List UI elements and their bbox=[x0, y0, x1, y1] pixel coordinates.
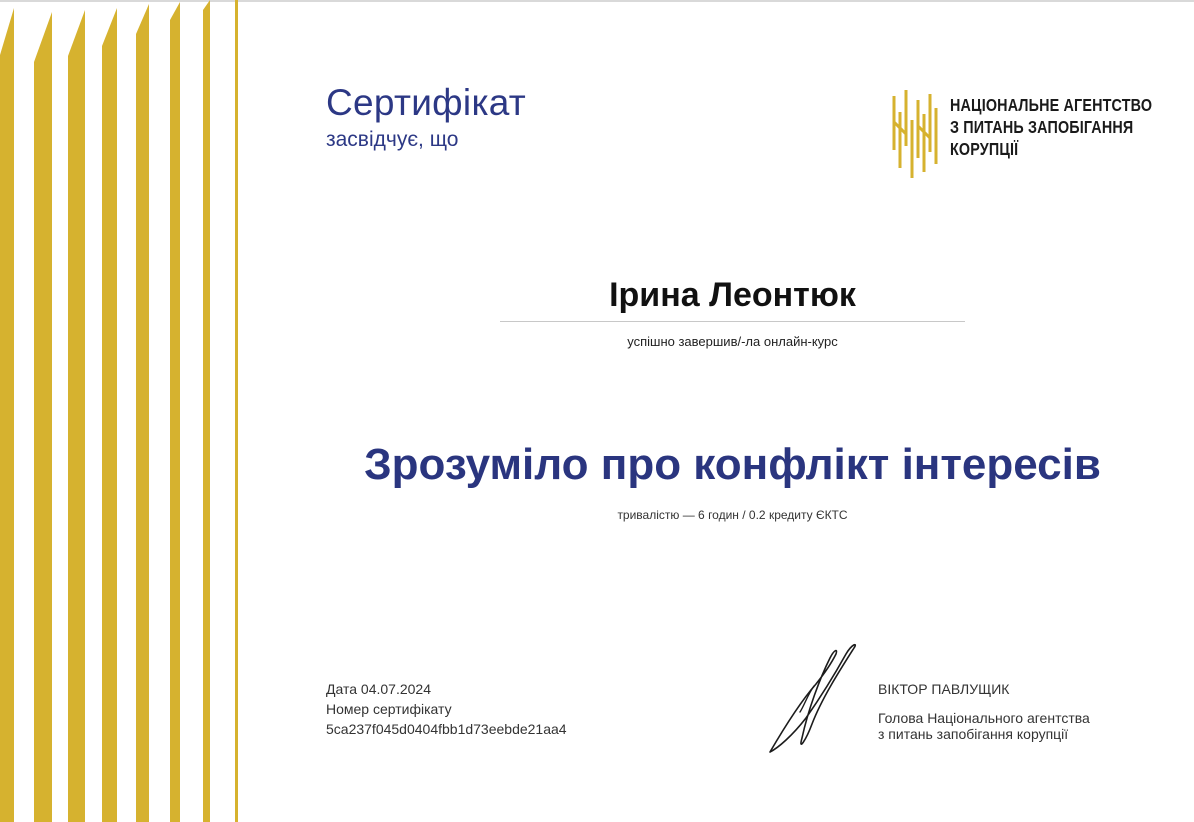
signature-icon bbox=[762, 640, 862, 758]
agency-name bbox=[950, 94, 1152, 160]
date-value: 04.07.2024 bbox=[360, 681, 431, 697]
signatory-position-line-2: з питань запобігання корупції bbox=[878, 726, 1069, 742]
signatory-name: ВІКТОР ПАВЛУЩИК bbox=[878, 681, 1010, 697]
course-title: Зрозуміло про конфлікт інтересів bbox=[364, 440, 1101, 489]
course-duration: тривалістю — 6 годин / 0.2 кредиту ЄКТС bbox=[617, 508, 848, 522]
number-value: 5ca237f045d0404fbb1d73eebde21aa4 bbox=[326, 721, 567, 737]
certificate-subtitle: засвідчує, що bbox=[326, 128, 459, 151]
signatory-block bbox=[878, 681, 1090, 742]
completion-text: успішно завершив/-ла онлайн-курс bbox=[627, 334, 838, 349]
agency-name-line-1: НАЦІОНАЛЬНЕ АГЕНТСТВО bbox=[950, 95, 1153, 115]
recipient-underline bbox=[500, 321, 965, 322]
certificate-title: Сертифікат bbox=[326, 82, 527, 123]
number-label: Номер сертифікату bbox=[326, 701, 452, 717]
date-row bbox=[326, 679, 567, 699]
agency-name-line-3: КОРУПЦІЇ bbox=[950, 139, 1019, 159]
date-label: Дата bbox=[326, 681, 358, 697]
signatory-position-line-1: Голова Національного агентства bbox=[878, 710, 1090, 726]
agency-logo bbox=[890, 88, 1153, 183]
recipient-name: Ірина Леонтюк bbox=[609, 276, 856, 314]
gold-stripes-decoration bbox=[0, 0, 250, 822]
agency-name-line-2: З ПИТАНЬ ЗАПОБІГАННЯ bbox=[950, 117, 1134, 137]
certificate-meta bbox=[326, 679, 567, 739]
nazk-logo-icon bbox=[890, 88, 944, 180]
